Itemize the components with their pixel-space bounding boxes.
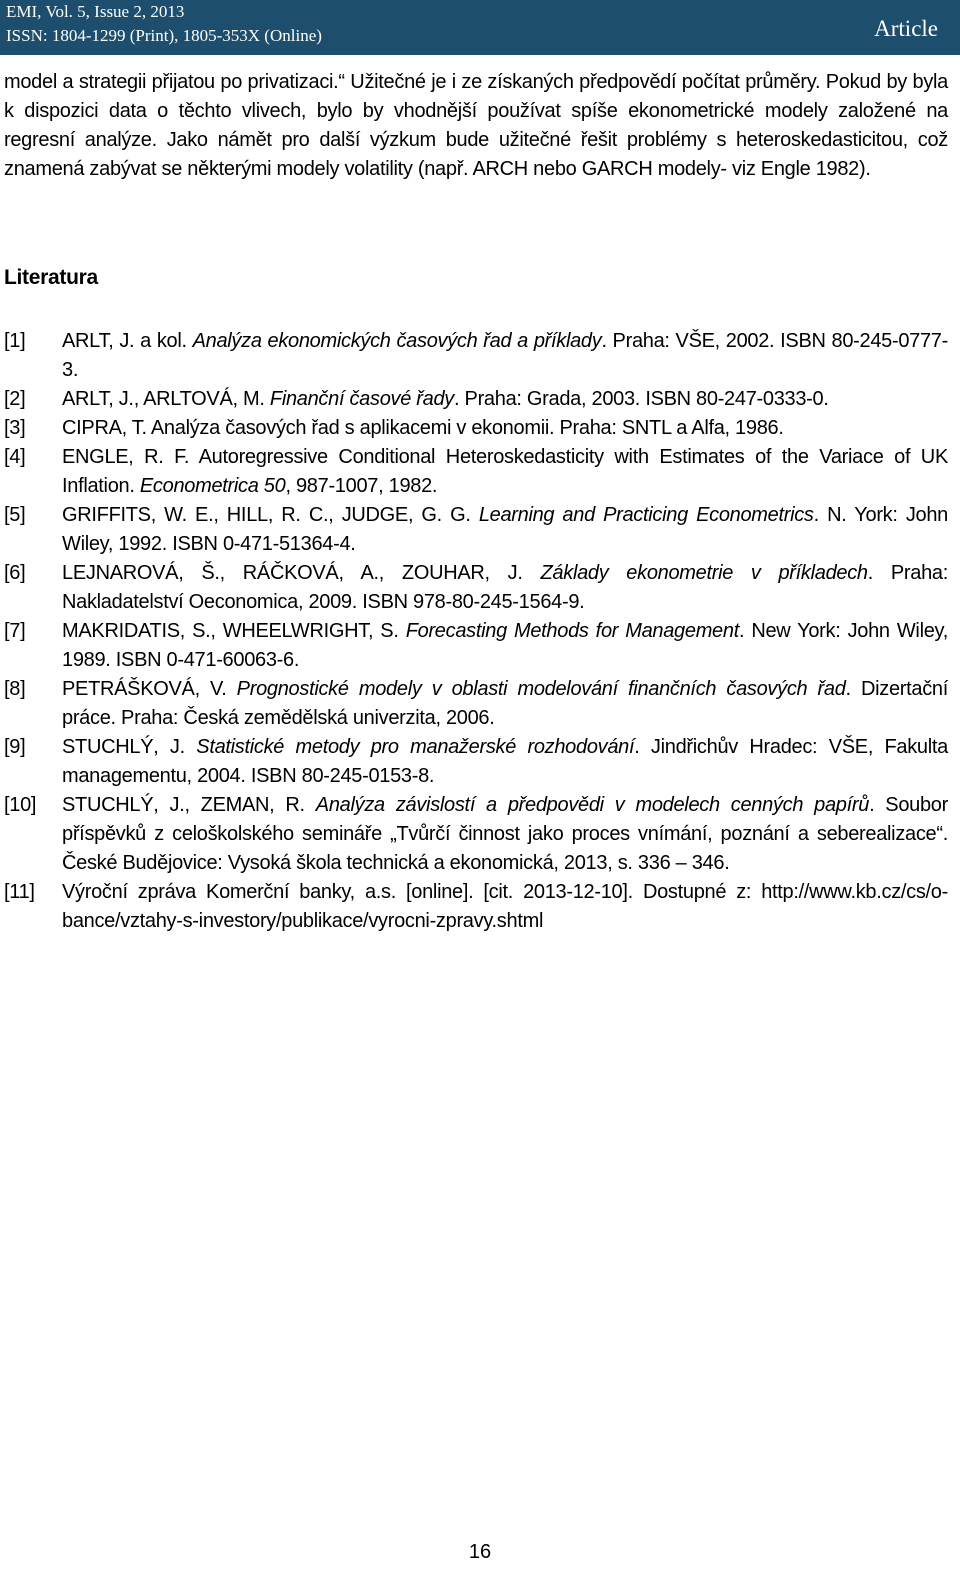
reference-number: [4] — [4, 446, 26, 468]
reference-item — [4, 617, 948, 675]
reference-item — [4, 501, 948, 559]
reference-text — [62, 501, 948, 559]
reference-item — [4, 385, 948, 414]
reference-text — [62, 327, 948, 385]
reference-details: . Praha: VŠE, 2002. ISBN 80-245-0777-3. — [62, 330, 948, 381]
reference-list — [4, 327, 948, 936]
reference-text — [62, 443, 948, 501]
reference-authors: ARLT, J. a kol. — [62, 330, 193, 352]
reference-number: [11] — [4, 881, 35, 903]
reference-authors: Výroční zpráva Komerční banky, a.s. [online]. [cit. 2013-12-10]. Dostupné z: http://www.kb.cz/cs/o-bance/vztahy-s-investory/publikace/vyrocni-zpravy.shtml — [62, 881, 948, 932]
reference-title: Statistické metody pro manažerské rozhodování — [196, 736, 635, 758]
reference-authors: PETRÁŠKOVÁ, V. — [62, 678, 237, 700]
reference-text — [62, 385, 948, 414]
journal-header — [0, 0, 960, 55]
reference-details: . Jindřichův Hradec: VŠE, Fakulta managementu, 2004. ISBN 80-245-0153-8. — [62, 736, 948, 787]
reference-text — [62, 791, 948, 878]
body-paragraph: model a strategii přijatou po privatizaci.“ Užitečné je i ze získaných předpovědí počítat průměry. Pokud by byla k dispozici data o těchto vlivech, bylo by vhodnější používat spíše ekonometrické modely založené na regresní analýze. Jako námět pro další výzkum bude užitečné řešit problémy s heteroskedasticitou, což znamená zabývat se některými modely volatility (např. ARCH nebo GARCH modely- viz Engle 1982). — [4, 71, 948, 180]
reference-details: , 987-1007, 1982. — [285, 475, 438, 497]
reference-number: [10] — [4, 794, 37, 816]
section-title: Literatura — [4, 266, 98, 289]
reference-title: Základy ekonometrie v příkladech — [540, 562, 868, 584]
reference-text — [62, 878, 948, 936]
reference-number: [7] — [4, 620, 26, 642]
reference-item — [4, 791, 948, 878]
article-label: Article — [874, 16, 938, 41]
reference-number: [6] — [4, 562, 26, 584]
reference-item — [4, 414, 948, 443]
reference-details: . Praha: Nakladatelství Oeconomica, 2009. ISBN 978-80-245-1564-9. — [62, 562, 949, 613]
reference-item — [4, 443, 948, 501]
reference-number: [1] — [4, 330, 26, 352]
reference-details: . N. York: John Wiley, 1992. ISBN 0-471-51364-4. — [62, 504, 948, 555]
reference-number: [9] — [4, 736, 26, 758]
reference-title: Analýza ekonomických časových řad a příklady — [192, 330, 602, 352]
reference-item — [4, 675, 948, 733]
reference-number: [8] — [4, 678, 26, 700]
reference-authors: STUCHLÝ, J. — [62, 736, 197, 758]
reference-text — [62, 733, 948, 791]
reference-title: Econometrica 50 — [139, 475, 286, 497]
reference-authors: CIPRA, T. Analýza časových řad s aplikacemi v ekonomii. Praha: SNTL a Alfa, 1986. — [62, 417, 784, 439]
reference-details: . Praha: Grada, 2003. ISBN 80-247-0333-0. — [454, 388, 829, 410]
reference-authors: STUCHLÝ, J., ZEMAN, R. — [62, 794, 316, 816]
reference-authors: ARLT, J., ARLTOVÁ, M. — [62, 388, 270, 410]
reference-title: Prognostické modely v oblasti modelování finančních časových řad — [236, 678, 846, 700]
reference-title: Learning and Practicing Econometrics — [478, 504, 814, 526]
reference-item — [4, 878, 948, 936]
reference-number: [2] — [4, 388, 26, 410]
reference-text — [62, 675, 948, 733]
reference-details: . New York: John Wiley, 1989. ISBN 0-471-60063-6. — [62, 620, 949, 671]
reference-number: [5] — [4, 504, 26, 526]
reference-authors: MAKRIDATIS, S., WHEELWRIGHT, S. — [62, 620, 406, 642]
reference-text — [62, 617, 948, 675]
journal-issn: ISSN: 1804-1299 (Print), 1805-353X (Online) — [6, 26, 322, 45]
reference-item — [4, 327, 948, 385]
reference-number: [3] — [4, 417, 26, 439]
reference-text — [62, 414, 948, 443]
page-number: 16 — [468, 1541, 492, 1563]
reference-item — [4, 733, 948, 791]
reference-text — [62, 559, 948, 617]
reference-title: Finanční časové řady — [269, 388, 455, 410]
reference-details: . Dizertační práce. Praha: Česká zemědělská univerzita, 2006. — [62, 678, 949, 729]
reference-title: Analýza závislostí a předpovědi v modelech cenných papírů — [315, 794, 870, 816]
reference-authors: ENGLE, R. F. Autoregressive Conditional Heteroskedasticity with Estimates of the Variace of UK Inflation. — [62, 446, 948, 497]
journal-volume: EMI, Vol. 5, Issue 2, 2013 — [6, 2, 185, 21]
reference-authors: GRIFFITS, W. E., HILL, R. C., JUDGE, G. G. — [62, 504, 479, 526]
reference-authors: LEJNAROVÁ, Š., RÁČKOVÁ, A., ZOUHAR, J. — [62, 562, 541, 584]
reference-item — [4, 559, 948, 617]
reference-title: Forecasting Methods for Management — [405, 620, 739, 642]
reference-details: . Soubor příspěvků z celoškolského semináře „Tvůrčí činnost jako proces vnímání, poznání a seberealizace“. České Budějovice: Vysoká škola technická a ekonomická, 2013, s. 336 – 346. — [62, 794, 948, 874]
page-content — [4, 68, 948, 936]
